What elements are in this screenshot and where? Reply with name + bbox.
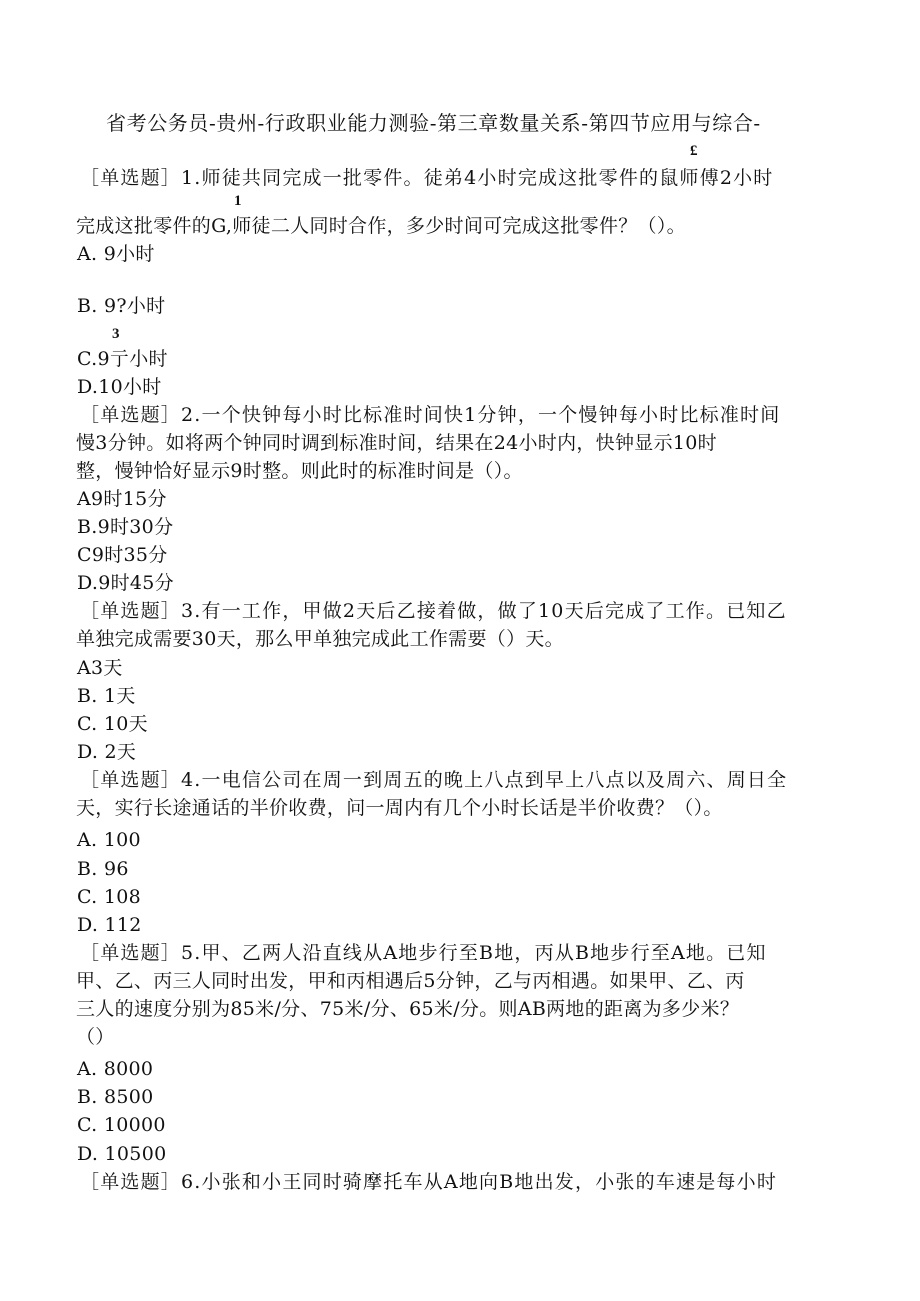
question-5-line-1: ［单选题］5.甲、乙两人沿直线从A地步行至B地，丙从B地步行至A地。已知	[80, 942, 767, 964]
page-title: 省考公务员-贵州-行政职业能力测验-第三章数量关系-第四节应用与综合-	[106, 111, 761, 135]
question-1-option-c-mark: 3	[112, 326, 120, 342]
question-5-line-2: 甲、乙、丙三人同时出发，甲和丙相遇后5分钟，乙与丙相遇。如果甲、乙、丙	[76, 970, 745, 992]
question-5-line-4: （）	[76, 1026, 115, 1048]
question-2-option-d: D.9时45分	[77, 572, 174, 594]
question-5-option-d: D. 10500	[77, 1143, 167, 1165]
question-5-option-a: A. 8000	[77, 1058, 154, 1080]
question-1-option-d: D.10小时	[77, 376, 162, 398]
question-2-option-a: A9时15分	[77, 488, 167, 510]
question-3-option-a: A3天	[77, 657, 123, 679]
question-3-option-b: B. 1天	[77, 685, 136, 707]
question-5-option-c: C. 10000	[77, 1114, 166, 1136]
question-4-option-a: A. 100	[77, 829, 141, 851]
question-2-line-3: 整，慢钟恰好显示9时整。则此时的标准时间是（）。	[76, 460, 523, 482]
question-5-line-3: 三人的速度分别为85米/分、75米/分、65米/分。则AB两地的距离为多少米？	[76, 998, 740, 1020]
question-4-option-b: B. 96	[77, 858, 129, 880]
question-3-line-1: ［单选题］3.有一工作，甲做2天后乙接着做，做了10天后完成了工作。已知乙	[80, 600, 787, 622]
question-1-option-c: C.9亍小时	[77, 348, 168, 370]
question-1-option-a: A. 9小时	[77, 243, 155, 265]
question-4-line-1: ［单选题］4.一电信公司在周一到周五的晚上八点到早上八点以及周六、周日全	[80, 769, 788, 791]
question-6-line-1: ［单选题］6.小张和小王同时骑摩托车从A地向B地出发，小张的车速是每小时	[80, 1171, 778, 1193]
question-4-option-c: C. 108	[77, 886, 142, 908]
question-4-line-2: 天，实行长途通话的半价收费，问一周内有几个小时长话是半价收费？（）。	[76, 797, 723, 819]
question-5-option-b: B. 8500	[77, 1086, 154, 1108]
question-2-option-c: C9时35分	[77, 544, 168, 566]
question-3-option-c: C. 10天	[77, 713, 148, 735]
question-2-line-2: 慢3分钟。如将两个钟同时调到标准时间，结果在24小时内，快钟显示10时	[76, 432, 717, 454]
question-1-option-b: B. 9?小时	[77, 295, 166, 317]
title-mark: £	[690, 143, 698, 159]
question-1-line-1: ［单选题］1.师徒共同完成一批零件。徒弟4小时完成这批零件的鼠师傅2小时	[80, 167, 774, 189]
question-3-line-2: 单独完成需要30天，那么甲单独完成此工作需要（）天。	[76, 628, 564, 650]
question-1-fraction-mark: 1	[234, 193, 242, 209]
question-1-line-2: 完成这批零件的G,师徒二人同时合作，多少时间可完成这批零件？（）。	[76, 215, 686, 237]
question-3-option-d: D. 2天	[77, 741, 137, 763]
question-2-option-b: B.9时30分	[77, 516, 174, 538]
question-4-option-d: D. 112	[77, 914, 142, 936]
question-2-line-1: ［单选题］2.一个快钟每小时比标准时间快1分钟，一个慢钟每小时比标准时间	[80, 404, 781, 426]
